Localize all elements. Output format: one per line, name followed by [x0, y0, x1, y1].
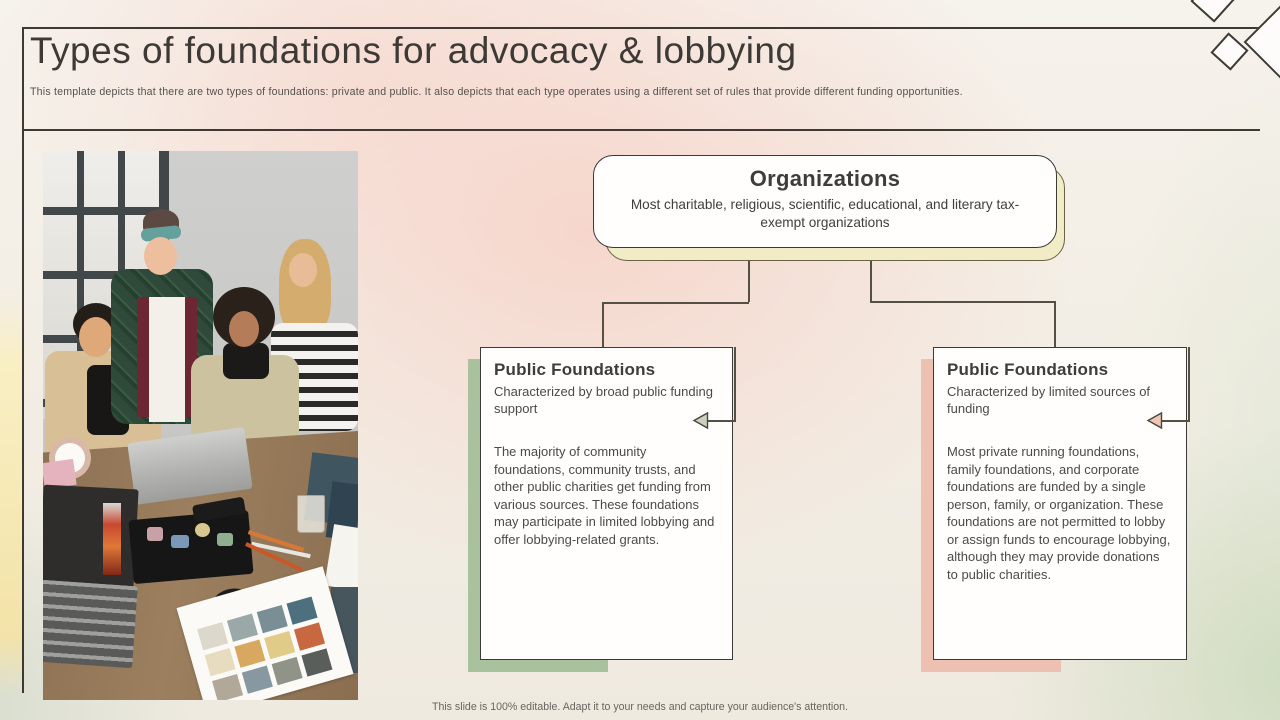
left-card	[480, 347, 733, 660]
connector-left-entry	[602, 302, 604, 347]
left-card-body: The majority of community foundations, community trusts, and other public charities get funding from various sources. These foundations may participate in limited lobbying and offer lobbying-related grants.	[494, 444, 715, 547]
decor-square-medium	[1210, 32, 1248, 70]
right-card-title: Public Foundations	[947, 360, 1109, 379]
frame-top-line	[22, 27, 1259, 29]
connector-right-entry	[1054, 301, 1056, 347]
slide-footer-note: This slide is 100% editable. Adapt it to your needs and capture your audience's attention.	[431, 701, 849, 713]
right-arrow-icon	[1146, 411, 1163, 430]
frame-left-line	[22, 27, 24, 693]
right-card-subtitle: Characterized by limited sources of funding	[947, 384, 1151, 416]
left-arrow-stem	[734, 347, 736, 421]
slide-subtitle: This template depicts that there are two types of foundations: private and public. It also depicts that each type operates using a different set of rules that provide different funding opportunities.	[30, 86, 963, 98]
left-edge-accent	[0, 290, 21, 695]
decor-square-small	[1190, 0, 1235, 23]
right-arrow-line	[1161, 420, 1190, 422]
left-arrow-icon	[692, 411, 709, 430]
sticker-case	[128, 510, 253, 584]
organizations-node	[593, 155, 1057, 248]
connector-left-drop	[748, 261, 750, 302]
right-arrow-stem	[1188, 347, 1190, 421]
open-laptop	[43, 485, 139, 592]
left-arrow-line	[707, 420, 736, 422]
right-card	[933, 347, 1187, 660]
glass	[297, 495, 325, 533]
right-card-body: Most private running foundations, family foundations, and corporate foundations are funded by a single person, family, or organization. These foundations are not permitted to lobby or assign funds to encourage lobbying, although they may provide donations to public charities.	[947, 444, 1171, 582]
team-photo	[43, 151, 358, 700]
organizations-body: Most charitable, religious, scientific, educational, and literary tax-exempt organizations	[630, 197, 1020, 230]
left-card-subtitle: Characterized by broad public funding support	[494, 384, 713, 416]
slide-title: Types of foundations for advocacy & lobbying	[30, 30, 797, 71]
left-card-title: Public Foundations	[494, 360, 656, 379]
connector-right-drop	[870, 261, 872, 301]
organizations-title: Organizations	[749, 166, 901, 191]
connector-left-horizontal	[602, 302, 749, 304]
header-divider-line	[22, 129, 1260, 131]
connector-right-horizontal	[870, 301, 1055, 303]
decor-square-large	[1244, 0, 1280, 142]
